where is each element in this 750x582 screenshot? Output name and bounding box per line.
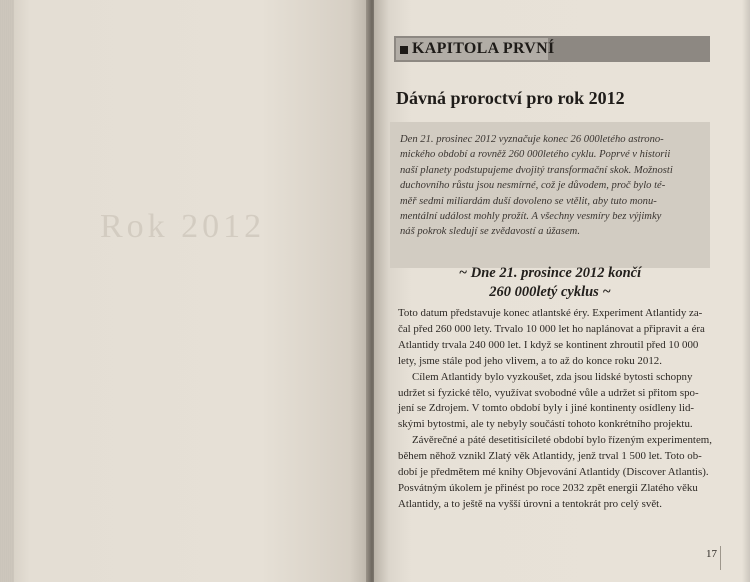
body-line: Cílem Atlantidy bylo vyzkoušet, zda jsou lidské bytosti schopny: [412, 370, 693, 383]
body-line: skými bytostmi, ale ty nebyly součástí tohoto konkrétního projektu.: [398, 418, 693, 431]
subheading-line: 260 000letý cyklus ~: [489, 284, 611, 300]
subheading: [398, 264, 702, 302]
body-line: Atlantidy trvala 240 000 let. I když se kontinent zhroutil před 10 000: [398, 338, 699, 351]
square-bullet-icon: [400, 46, 408, 54]
body-line: udržet si fyzické tělo, využívat svobodné vůle a udržet si přitom spo-: [398, 386, 699, 399]
intro-paragraph: [400, 132, 702, 240]
left-page: [0, 0, 372, 582]
body-line: Posvátným úkolem je přinést po roce 2032 zpět energii Zlatého věku: [398, 481, 698, 494]
body-line: Toto datum představuje konec atlantské éry. Experiment Atlantidy za-: [398, 307, 703, 319]
intro-line: měř sedmi miliardám duší dovoleno se vtělit, aby tuto monu-: [400, 195, 657, 207]
intro-line: náš pokrok sledují se zvědavostí a úžasem.: [400, 226, 580, 238]
footer-rule: [720, 546, 721, 570]
page-stack-edge: [0, 0, 14, 582]
body-line: lety, jsme stále pod jeho vlivem, a to až do konce roku 2012.: [398, 354, 662, 367]
page-number: 17: [706, 548, 717, 560]
intro-line: mentální událost mohly prožít. A všechny vesmíry bez výjimky: [400, 211, 662, 223]
intro-line: naší planety podstupujeme dvojitý transformační skok. Možnosti: [400, 164, 673, 176]
body-paragraphs: [398, 306, 716, 513]
section-title: Dávná proroctví pro rok 2012: [396, 88, 625, 108]
body-line: dobí je předmětem mé knihy Objevování Atlantidy (Discover Atlantis).: [398, 466, 709, 479]
intro-line: Den 21. prosinec 2012 vyznačuje konec 26 000letého astrono-: [400, 134, 664, 145]
subheading-line: ~ Dne 21. prosince 2012 končí: [458, 265, 642, 281]
intro-line: mického období a rovněž 260 000letého cyklu. Poprvé v historii: [400, 149, 671, 161]
body-line: Závěrečné a páté desetitisícileté období bylo řízeným experimentem,: [412, 434, 712, 447]
body-line: během něhož vznikl Zlatý věk Atlantidy, jenž trval 1 500 let. Toto ob-: [398, 450, 702, 463]
body-line: Atlantidy, a to ještě na vyšší úrovni a tentokrát pro celý svět.: [398, 497, 662, 510]
body-line: čal před 260 000 lety. Trvalo 10 000 let ho naplánovat a připravit a éra: [398, 322, 705, 335]
chapter-label: KAPITOLA PRVNÍ: [412, 40, 555, 57]
body-line: jení se Zdrojem. V tomto období byly i jiné kontinenty osídleny lid-: [398, 402, 695, 415]
show-through-title: Rok 2012: [100, 208, 266, 245]
intro-line: duchovního růstu jsou nesmírné, což je důvodem, proč bylo té-: [400, 180, 666, 192]
page-edge-shadow: [742, 0, 750, 582]
